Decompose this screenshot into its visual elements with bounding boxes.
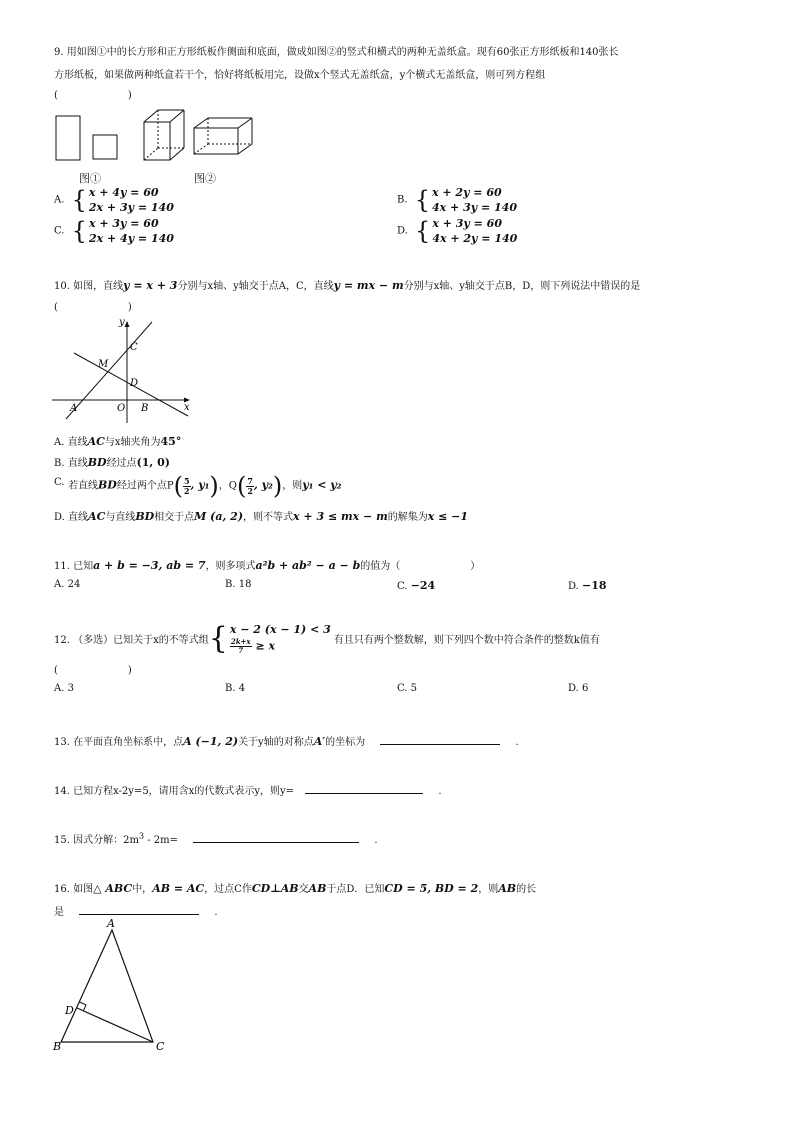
q12-answer-paren: ( ) [54, 665, 132, 676]
q16-stem-line2: 是 . [54, 907, 218, 918]
q16-triangle-figure [50, 916, 180, 1056]
q12-option-c[interactable]: C. 5 [397, 683, 418, 694]
q11-option-c[interactable]: C. −24 [397, 579, 436, 592]
q11-stem: 11. 已知a + b = −3, ab = 7，则多项式a²b + ab² − a − b的值为（ ） [54, 559, 481, 572]
q9-square-board [93, 135, 117, 159]
q11-option-b[interactable]: B. 18 [225, 579, 252, 590]
q16-triangle-abc [61, 930, 153, 1042]
q10-label-a: A [70, 403, 78, 414]
q16-label-c: C [156, 1040, 165, 1053]
q16-stem: 16. 如图△ ABC中，AB = AC，过点C作CD⊥AB交AB于点D．已知CD = 5, BD = 2，则AB的长 [54, 882, 537, 895]
q10-label-o: O [117, 403, 126, 414]
q9-line2: 方形纸板，如果做两种纸盒若干个，恰好将纸板用完，设做x个竖式无盖纸盒，y个横式无盖纸盒，则可列方程组 [54, 70, 546, 81]
q15-stem: 15. 因式分解：$2m^3 - 2m=$ . [54, 831, 378, 846]
q14-stem: 14. 已知方程x-2y=5，请用含x的代数式表示y，则y= . [54, 786, 442, 797]
q12-stem: 12. （多选）已知关于x的不等式组 { x − 2 (x − 1) < 3 $\frac{2k+x}{7}$ ≥ x 有且只有两个整数解，则下列四个数中符合条件的整数k值有 [54, 620, 600, 656]
q10-stem: 10. 如图，直线y = x + 3分别与x轴、y轴交于点A，C，直线y = mx − m分别与x轴、y轴交于点B，D，则下列说法中错误的是 [54, 279, 641, 292]
q12-option-d[interactable]: D. 6 [568, 683, 589, 694]
q12-option-b[interactable]: B. 4 [225, 683, 246, 694]
q9-option-d[interactable]: D. { x + 3y = 60 4x + 2y = 140 [397, 217, 518, 245]
q16-label-b: B [53, 1040, 62, 1053]
q9-option-b[interactable]: B. { x + 2y = 60 4x + 3y = 140 [397, 186, 517, 214]
q10-label-b: B [141, 403, 149, 414]
q10-label-c: C [130, 342, 138, 353]
q11-option-d[interactable]: D. −18 [568, 579, 607, 592]
q13-stem: 13. 在平面直角坐标系中，点A (−1, 2)关于y轴的对称点A′的坐标为 . [54, 735, 519, 748]
q16-label-d: D [65, 1004, 74, 1017]
q9-fig1-caption: 图① [79, 172, 101, 185]
q10-option-c[interactable]: 若直线BD经过两个点P( $\frac{5}{2}$ , y₁)，Q( $\frac{7}{2}$ , y₂)，则y₁ < y₂ [68, 472, 342, 500]
q16-label-a: A [107, 917, 115, 930]
q9-answer-paren: ( ) [54, 90, 132, 101]
q10-option-a[interactable]: A. 直线AC与x轴夹角为45° [54, 435, 182, 448]
q16-segment-cd [77, 1008, 153, 1042]
q12-option-a[interactable]: A. 3 [54, 683, 74, 694]
q10-line-ac [66, 322, 152, 419]
q13-answer-blank[interactable] [380, 744, 500, 745]
q16-answer-blank[interactable] [79, 914, 199, 915]
q9-option-c[interactable]: C. { x + 3y = 60 2x + 4y = 140 [54, 217, 174, 245]
q10-label-x: x [184, 402, 190, 413]
q9-line1: 9. 用如图①中的长方形和正方形纸板作侧面和底面，做成如图②的竖式和横式的两种无盖纸盒。现有60张正方形纸板和140张长 [54, 47, 619, 58]
q9-vertical-box [144, 110, 184, 160]
q10-option-d[interactable]: D. 直线AC与直线BD相交于点M (a, 2)，则不等式x + 3 ≤ mx − m的解集为x ≤ −1 [54, 510, 469, 523]
q9-option-a[interactable]: A. { x + 4y = 60 2x + 3y = 140 [54, 186, 174, 214]
q10-label-m: M [98, 359, 109, 370]
q9-horizontal-box [194, 118, 252, 154]
q9-rectangle-board [56, 116, 80, 160]
q10-label-y: y [119, 317, 125, 328]
q9-fig2-caption: 图② [194, 172, 216, 185]
q10-option-b[interactable]: B. 直线BD经过点(1, 0) [54, 456, 170, 469]
q15-answer-blank[interactable] [193, 842, 359, 843]
q10-answer-paren: ( ) [54, 302, 132, 313]
q11-option-a[interactable]: A. 24 [54, 579, 81, 590]
q14-answer-blank[interactable] [305, 793, 423, 794]
q9-figure [50, 108, 260, 168]
q10-label-d: D [130, 378, 139, 389]
q10-graph [48, 313, 198, 425]
q10-y-axis-arrow [125, 321, 130, 327]
q10-option-c-label: C. [54, 477, 65, 488]
